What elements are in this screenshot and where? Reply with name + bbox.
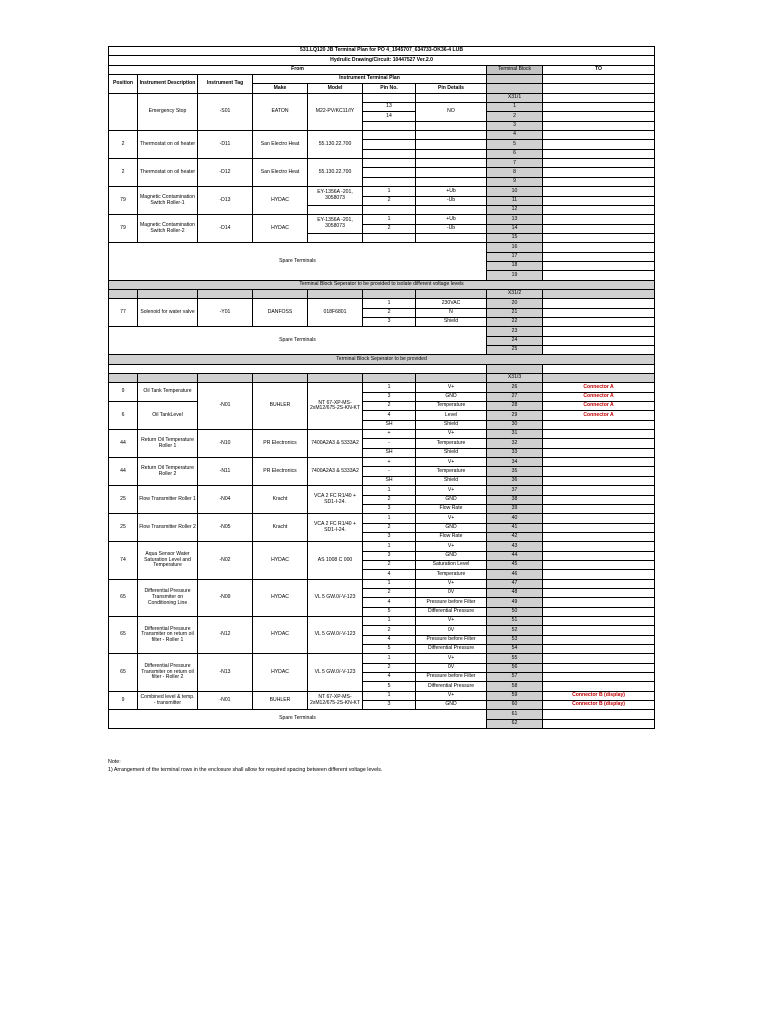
pin-cell: 3 (363, 701, 416, 710)
pin-detail-cell: V+ (416, 430, 487, 439)
terminal-block-label: X31/1 (487, 93, 543, 102)
make-header: Make (253, 84, 308, 93)
position-header: Position (109, 75, 138, 94)
pin-detail-cell: Shield (416, 317, 487, 326)
pin-cell: 3 (363, 317, 416, 326)
pin-detail-cell: Pressure before Filter (416, 598, 487, 607)
model-cell: VL 5 GW.0/-V-123 (308, 579, 363, 616)
tag-cell: -D14 (198, 215, 253, 243)
terminal-number: 40 (487, 514, 543, 523)
terminal-number: 17 (487, 252, 543, 261)
terminal-number: 38 (487, 495, 543, 504)
description-cell: Oil Tank Temperature (138, 383, 198, 402)
terminal-number: 60 (487, 701, 543, 710)
pin-cell: 4 (363, 411, 416, 420)
pin-detail-cell: V+ (416, 579, 487, 588)
pin-detail-cell: Differential Pressure (416, 682, 487, 691)
model-cell: 7400A2A3 & 5333A2 (308, 458, 363, 486)
pin-cell: 1 (363, 654, 416, 663)
tag-cell: -N12 (198, 616, 253, 653)
terminal-number: 18 (487, 261, 543, 270)
pin-cell (363, 121, 416, 130)
model-cell: VL 5 GW.0/-V-123 (308, 616, 363, 653)
terminal-number: 58 (487, 682, 543, 691)
terminal-number: 19 (487, 271, 543, 280)
note-item: 1) Arrangement of the terminal rows in the enclosure shall allow for required spacing between different voltage levels. (108, 767, 383, 773)
make-cell: DANFOSS (253, 299, 308, 327)
description-cell: Magnetic Contamination Switch Roller-1 (138, 187, 198, 215)
pin-detail-cell: V+ (416, 486, 487, 495)
position-cell: 25 (109, 486, 138, 514)
tag-cell: -N13 (198, 654, 253, 691)
pin-detail-cell: Pressure before Filter (416, 673, 487, 682)
model-cell: EY-1356A -201, 3058073 (308, 187, 363, 206)
position-cell: 25 (109, 514, 138, 542)
pin-cell: - (363, 467, 416, 476)
terminal-number: 26 (487, 383, 543, 392)
position-cell: 6 (109, 402, 138, 430)
pin-cell: 4 (363, 635, 416, 644)
terminal-number: 30 (487, 420, 543, 429)
make-cell: HYDAC (253, 654, 308, 691)
description-cell: Differential Pressure Transmiter on return oil filter - Roller 1 (138, 616, 198, 653)
pin-detail-cell: 0V (416, 626, 487, 635)
make-cell: PR Electronics (253, 430, 308, 458)
pin-detail-cell: V+ (416, 383, 487, 392)
terminal-number: 33 (487, 448, 543, 457)
make-cell: BUHLER (253, 691, 308, 710)
tag-cell: -N11 (198, 458, 253, 486)
terminal-block-header: Terminal Block (487, 65, 543, 74)
pin-cell (363, 93, 416, 102)
pin-detail-cell: Shield (416, 420, 487, 429)
pin-cell: 4 (363, 570, 416, 579)
pin-cell: 3 (363, 504, 416, 513)
terminal-number: 2 (487, 112, 543, 121)
terminal-number: 42 (487, 532, 543, 541)
pin-cell: 5 (363, 682, 416, 691)
instrument-tag-header: Instrument Tag (198, 75, 253, 94)
spare-terminals-label: Spare Terminals (109, 327, 487, 355)
terminal-number: 46 (487, 570, 543, 579)
separator-note: Terminal Block Seperator to be provided (109, 355, 655, 364)
pin-cell: 3 (363, 532, 416, 541)
description-cell: Differential Pressure Transmiter on Conditioning Line (138, 579, 198, 616)
pin-detail-cell: Temperature (416, 439, 487, 448)
terminal-number: 47 (487, 579, 543, 588)
description-cell: Thermostat on oil heater (138, 159, 198, 187)
terminal-number: 9 (487, 177, 543, 186)
make-cell: Kracht (253, 514, 308, 542)
pin-cell: 2 (363, 523, 416, 532)
terminal-number: 32 (487, 439, 543, 448)
description-cell: Combined level & temp. - transmitter (138, 691, 198, 710)
terminal-number: 15 (487, 233, 543, 242)
pin-detail-cell: Saturation Level (416, 560, 487, 569)
terminal-number: 56 (487, 663, 543, 672)
pin-detail-cell: +Ub (416, 187, 487, 196)
terminal-number: 28 (487, 402, 543, 411)
tag-cell: -Y01 (198, 299, 253, 327)
tag-cell: -N09 (198, 579, 253, 616)
pin-detail-cell: GND (416, 523, 487, 532)
pin-cell: 1 (363, 542, 416, 551)
terminal-number: 48 (487, 588, 543, 597)
pin-cell: 1 (363, 514, 416, 523)
terminal-number: 37 (487, 486, 543, 495)
terminal-number: 41 (487, 523, 543, 532)
tag-cell: -N01 (198, 383, 253, 430)
terminal-number: 57 (487, 673, 543, 682)
terminal-number: 54 (487, 645, 543, 654)
terminal-number: 8 (487, 168, 543, 177)
pin-cell: 4 (363, 598, 416, 607)
pin-cell: 1 (363, 579, 416, 588)
terminal-number: 55 (487, 654, 543, 663)
notes-section (108, 758, 382, 774)
terminal-number: 23 (487, 327, 543, 336)
pin-cell: 1 (363, 691, 416, 700)
pin-detail-cell: 0V (416, 663, 487, 672)
terminal-number: 21 (487, 308, 543, 317)
terminal-number: 22 (487, 317, 543, 326)
terminal-number: 10 (487, 187, 543, 196)
terminal-block-label: X31/3 (487, 374, 543, 383)
pin-detail-cell: Temperature (416, 570, 487, 579)
position-cell: 44 (109, 430, 138, 458)
pin-detail-cell: GND (416, 495, 487, 504)
description-cell: Differential Pressure Transmiter on return oil filter - Roller 2 (138, 654, 198, 691)
tag-cell: -S01 (198, 93, 253, 130)
terminal-number: 44 (487, 551, 543, 560)
pin-detail-cell: Shield (416, 448, 487, 457)
pin-detail-cell (416, 93, 487, 102)
position-cell: 74 (109, 542, 138, 579)
pin-detail-cell: Temperature (416, 402, 487, 411)
position-cell: 77 (109, 299, 138, 327)
tag-cell: -D12 (198, 159, 253, 187)
model-cell: 55.130.22.700 (308, 131, 363, 159)
connector-b-label: Connector B (display) (543, 701, 655, 710)
pin-cell: SH (363, 476, 416, 485)
terminal-number: 59 (487, 691, 543, 700)
pin-detail-cell: V+ (416, 514, 487, 523)
terminal-number: 11 (487, 196, 543, 205)
description-cell: Thermostat on oil heater (138, 131, 198, 159)
pin-detail-cell: NO (416, 103, 487, 122)
description-cell: Flow Transmitter Roller 2 (138, 514, 198, 542)
description-cell: Return Oil Temperature Roller 1 (138, 430, 198, 458)
description-cell: Aqua Sensor Water Saturation Level and Temperature (138, 542, 198, 579)
pin-detail-cell: Level (416, 411, 487, 420)
terminal-number: 6 (487, 149, 543, 158)
pin-cell: 1 (363, 187, 416, 196)
make-cell: San Electro Heat (253, 159, 308, 187)
terminal-number: 61 (487, 710, 543, 719)
spare-terminals-label: Spare Terminals (109, 710, 487, 729)
terminal-number: 27 (487, 392, 543, 401)
pin-cell: SH (363, 420, 416, 429)
pin-cell: 13 (363, 103, 416, 112)
tag-cell: -N10 (198, 430, 253, 458)
make-cell: HYDAC (253, 215, 308, 243)
connector-a-label: Connector A (543, 411, 655, 420)
pin-cell: + (363, 430, 416, 439)
pin-cell: - (363, 439, 416, 448)
position-cell: 79 (109, 187, 138, 215)
model-cell: EY-1356A -201, 3058073 (308, 215, 363, 234)
terminal-number: 5 (487, 140, 543, 149)
pin-cell: 1 (363, 299, 416, 308)
pin-cell: 2 (363, 308, 416, 317)
pin-detail-cell: N (416, 308, 487, 317)
document-subtitle: Hydrulic Drawing/Circuit: 10447527 Ver.2.0 (109, 56, 655, 65)
terminal-number: 45 (487, 560, 543, 569)
description-cell: Solenoid for water valve (138, 299, 198, 327)
pin-cell: 5 (363, 645, 416, 654)
model-cell: NT 67-XP-MS-2xM12/675-2S-KN-KT (308, 383, 363, 430)
terminal-number: 16 (487, 243, 543, 252)
terminal-number: 20 (487, 299, 543, 308)
pin-detail-cell: V+ (416, 654, 487, 663)
terminal-number: 7 (487, 159, 543, 168)
description-cell: Oil TankLevel (138, 402, 198, 430)
make-cell: Kracht (253, 486, 308, 514)
position-cell: 9 (109, 691, 138, 710)
pin-detail-cell: Differential Pressure (416, 645, 487, 654)
pin-detail-cell: V+ (416, 542, 487, 551)
instrument-description-header: Instrument Description (138, 75, 198, 94)
position-cell: 2 (109, 131, 138, 159)
pin-detail-cell: -Ub (416, 196, 487, 205)
note-label: Note: (108, 759, 121, 765)
connector-a-label: Connector A (543, 402, 655, 411)
tag-cell: -N05 (198, 514, 253, 542)
pin-cell: 4 (363, 673, 416, 682)
model-cell: VCA 2 FC R1/40 + SD1-I-24. (308, 514, 363, 542)
pin-cell: 1 (363, 383, 416, 392)
pin-detail-cell: 0V (416, 588, 487, 597)
position-cell: 65 (109, 579, 138, 616)
pin-cell: 2 (363, 224, 416, 233)
terminal-number: 12 (487, 205, 543, 214)
pin-detail-cell: Flow Rate (416, 504, 487, 513)
instrument-terminal-plan-header: Instrument Terminal Plan (253, 75, 487, 84)
terminal-number: 49 (487, 598, 543, 607)
separator-note: Terminal Block Seperator to be provided to isolate different voltage levels (109, 280, 655, 289)
terminal-number: 50 (487, 607, 543, 616)
terminal-plan-sheet (108, 46, 654, 729)
model-cell: VL 5 GW.0/-V-123 (308, 654, 363, 691)
description-cell: Emergency Stop (138, 93, 198, 130)
position-cell: 9 (109, 383, 138, 402)
terminal-block-label: X31/2 (487, 289, 543, 298)
spare-terminals-label: Spare Terminals (109, 243, 487, 280)
pin-detail-cell: -Ub (416, 224, 487, 233)
pin-cell: 14 (363, 112, 416, 121)
tag-cell: -N01 (198, 691, 253, 710)
pin-detail-cell: Flow Rate (416, 532, 487, 541)
model-header: Model (308, 84, 363, 93)
terminal-number: 24 (487, 336, 543, 345)
pin-cell: 3 (363, 392, 416, 401)
pin-no-header: Pin No. (363, 84, 416, 93)
connector-a-label: Connector A (543, 392, 655, 401)
pin-detail-cell: GND (416, 701, 487, 710)
connector-b-label: Connector B (display) (543, 691, 655, 700)
tag-cell: -D11 (198, 131, 253, 159)
terminal-number: 36 (487, 476, 543, 485)
terminal-number: 43 (487, 542, 543, 551)
position-cell (109, 93, 138, 130)
pin-detail-cell: V+ (416, 691, 487, 700)
pin-cell: 3 (363, 551, 416, 560)
model-cell: 55.130.22.700 (308, 159, 363, 187)
pin-details-header: Pin Details (416, 84, 487, 93)
pin-cell: + (363, 458, 416, 467)
terminal-number: 25 (487, 346, 543, 355)
description-cell: Flow Transmitter Roller 1 (138, 486, 198, 514)
pin-detail-cell: Differential Pressure (416, 607, 487, 616)
from-header: From (109, 65, 487, 74)
model-cell: M22-PV/KC11/IY (308, 93, 363, 130)
pin-detail-cell: V+ (416, 458, 487, 467)
terminal-number: 13 (487, 215, 543, 224)
pin-cell: 1 (363, 215, 416, 224)
terminal-number: 1 (487, 103, 543, 112)
terminal-number: 4 (487, 131, 543, 140)
pin-cell: 1 (363, 616, 416, 625)
pin-detail-cell: Temperature (416, 467, 487, 476)
terminal-number: 35 (487, 467, 543, 476)
pin-cell: SH (363, 448, 416, 457)
make-cell: PR Electronics (253, 458, 308, 486)
terminal-number: 52 (487, 626, 543, 635)
terminal-number: 53 (487, 635, 543, 644)
description-cell: Return Oil Temperature Roller 2 (138, 458, 198, 486)
make-cell: EATON (253, 93, 308, 130)
pin-cell: 2 (363, 402, 416, 411)
model-cell: NT 67-XP-MS-2xM12/675-2S-KN-KT (308, 691, 363, 710)
to-header: TO (543, 65, 655, 74)
position-cell: 65 (109, 654, 138, 691)
position-cell: 65 (109, 616, 138, 653)
terminal-number: 34 (487, 458, 543, 467)
terminal-number: 51 (487, 616, 543, 625)
terminal-number: 14 (487, 224, 543, 233)
pin-detail-cell: Pressure before Filter (416, 635, 487, 644)
pin-detail-cell: GND (416, 392, 487, 401)
pin-detail-cell: GND (416, 551, 487, 560)
pin-detail-cell: 230VAC (416, 299, 487, 308)
pin-cell: 2 (363, 588, 416, 597)
pin-cell: 2 (363, 495, 416, 504)
document-title: 531.LQ120 JB Terminal Plan for PO 4_1945707_634733-OK36-4 LUB (109, 47, 655, 56)
pin-cell: 5 (363, 607, 416, 616)
position-cell: 79 (109, 215, 138, 243)
model-cell: 7400A2A3 & 5333A2 (308, 430, 363, 458)
pin-detail-cell: Shield (416, 476, 487, 485)
terminal-number: 39 (487, 504, 543, 513)
make-cell: HYDAC (253, 187, 308, 215)
tag-cell: -N02 (198, 542, 253, 579)
pin-detail-cell: V+ (416, 616, 487, 625)
model-cell: 018F6801 (308, 299, 363, 327)
terminal-number: 29 (487, 411, 543, 420)
connector-a-label: Connector A (543, 383, 655, 392)
tag-cell: -N04 (198, 486, 253, 514)
model-cell: AS 1008 C 000 (308, 542, 363, 579)
make-cell: HYDAC (253, 542, 308, 579)
make-cell: San Electro Heat (253, 131, 308, 159)
make-cell: BUHLER (253, 383, 308, 430)
model-cell: VCA 2 FC R1/40 + SD1-I-24. (308, 486, 363, 514)
make-cell: HYDAC (253, 616, 308, 653)
pin-cell: 1 (363, 486, 416, 495)
terminal-plan-table (108, 46, 655, 729)
make-cell: HYDAC (253, 579, 308, 616)
position-cell: 2 (109, 159, 138, 187)
terminal-number: 62 (487, 719, 543, 728)
pin-detail-cell (416, 121, 487, 130)
description-cell: Magnetic Contamination Switch Roller-2 (138, 215, 198, 243)
pin-detail-cell: +Ub (416, 215, 487, 224)
pin-cell: 2 (363, 560, 416, 569)
pin-cell: 2 (363, 663, 416, 672)
pin-cell: 2 (363, 196, 416, 205)
terminal-number: 3 (487, 121, 543, 130)
position-cell: 44 (109, 458, 138, 486)
terminal-number: 31 (487, 430, 543, 439)
tag-cell: -D13 (198, 187, 253, 215)
pin-cell: 2 (363, 626, 416, 635)
